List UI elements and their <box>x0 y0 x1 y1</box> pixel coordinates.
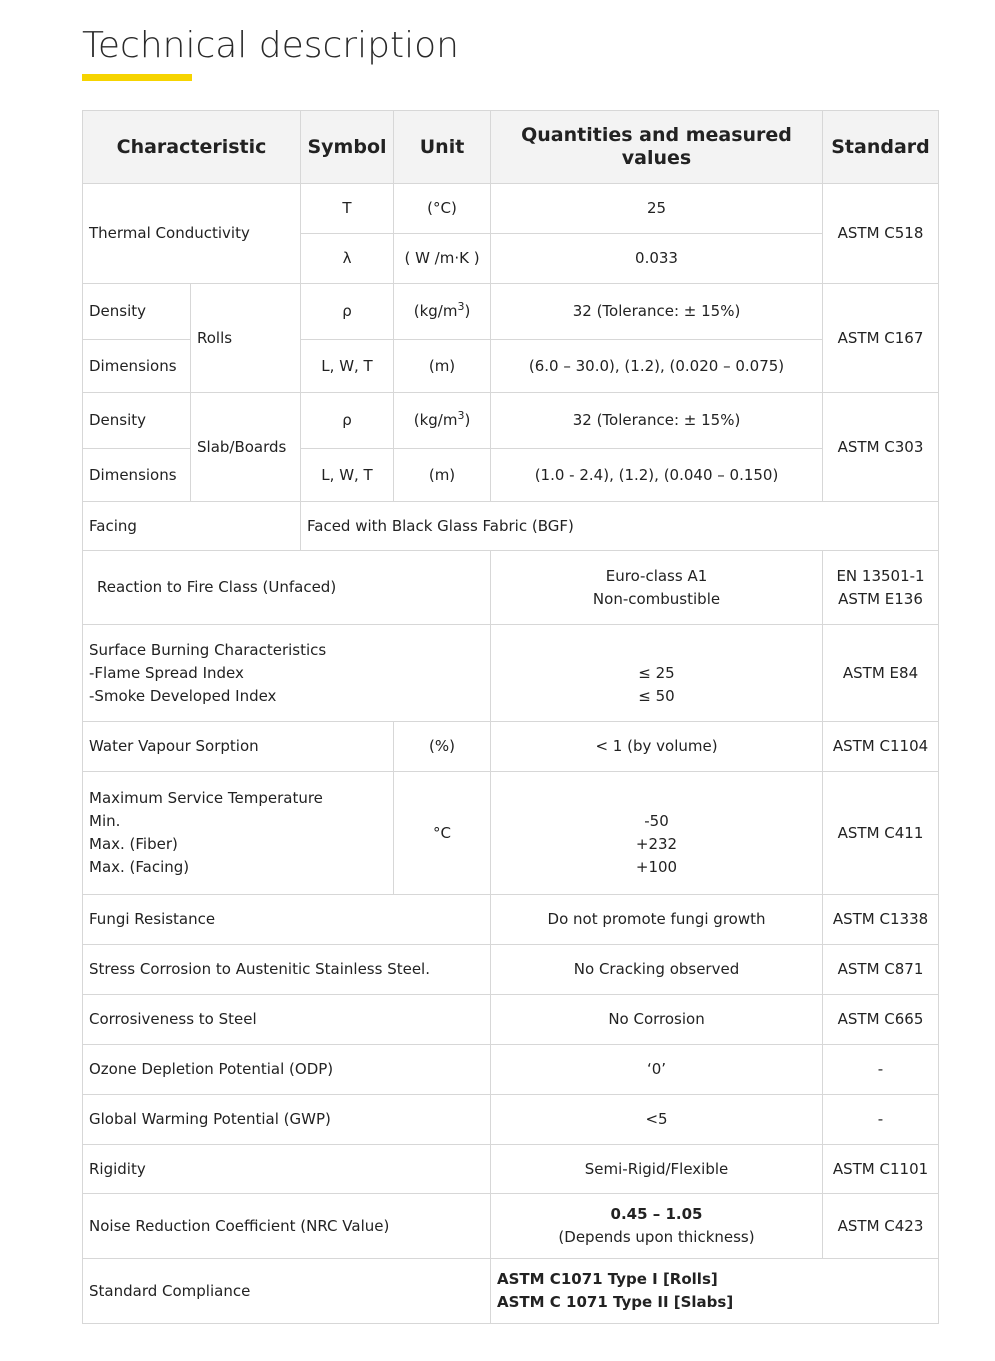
table-row <box>83 393 939 449</box>
slabs-dimensions-unit: (m) <box>394 449 491 502</box>
fungi-label: Fungi Resistance <box>83 895 491 945</box>
gwp-standard: - <box>823 1095 939 1145</box>
fire-standard <box>823 551 939 625</box>
compliance-label: Standard Compliance <box>83 1259 491 1324</box>
nrc-label: Noise Reduction Coefficient (NRC Value) <box>83 1194 491 1259</box>
rolls-density-unit <box>394 284 491 340</box>
service-temp-standard: ASTM C411 <box>823 772 939 895</box>
table-row <box>83 722 939 772</box>
header-characteristic: Characteristic <box>83 111 301 184</box>
surface-burning-label-line2: -Flame Spread Index <box>89 663 244 682</box>
odp-value: ‘0’ <box>491 1045 823 1095</box>
fire-value-line2: Non-combustible <box>592 589 721 608</box>
slabs-density-symbol: ρ <box>301 393 394 449</box>
rolls-dimensions-value: (6.0 – 30.0), (1.2), (0.020 – 0.075) <box>491 340 823 393</box>
thermal-symbol-lambda: λ <box>301 234 394 284</box>
gwp-label: Global Warming Potential (GWP) <box>83 1095 491 1145</box>
slabs-dimensions-label: Dimensions <box>83 449 191 502</box>
header-standard: Standard <box>823 111 939 184</box>
rolls-group-label: Rolls <box>191 284 301 393</box>
nrc-standard: ASTM C423 <box>823 1194 939 1259</box>
table-header-row <box>83 111 939 184</box>
service-temp-value <box>491 772 823 895</box>
fire-value-line1: Euro-class A1 <box>605 566 708 585</box>
technical-spec-table <box>82 110 939 1324</box>
surface-burning-standard: ASTM E84 <box>823 625 939 722</box>
service-temp-value-line1: -50 <box>644 812 669 830</box>
gwp-value: <5 <box>491 1095 823 1145</box>
slabs-density-value: 32 (Tolerance: ± 15%) <box>491 393 823 449</box>
table-row <box>83 284 939 340</box>
compliance-value-line1: ASTM C1071 Type I [Rolls] <box>497 1270 718 1288</box>
water-vapour-unit: (%) <box>394 722 491 772</box>
compliance-value-line2: ASTM C 1071 Type II [Slabs] <box>497 1293 734 1311</box>
slabs-dimensions-value: (1.0 - 2.4), (1.2), (0.040 – 0.150) <box>491 449 823 502</box>
thermal-value-t: 25 <box>491 184 823 234</box>
slabs-standard: ASTM C303 <box>823 393 939 502</box>
rolls-dimensions-symbol: L, W, T <box>301 340 394 393</box>
rolls-density-unit-end: ) <box>464 302 471 320</box>
thermal-label: Thermal Conductivity <box>83 184 301 284</box>
nrc-value <box>491 1194 823 1259</box>
rolls-density-label: Density <box>83 284 191 340</box>
slabs-dimensions-symbol: L, W, T <box>301 449 394 502</box>
header-symbol: Symbol <box>301 111 394 184</box>
rigidity-standard: ASTM C1101 <box>823 1145 939 1194</box>
facing-label: Facing <box>83 502 301 551</box>
page-title: Technical description <box>82 25 459 66</box>
slabs-density-unit-base: (kg/m <box>413 411 458 429</box>
surface-burning-value-line2: ≤ 50 <box>638 686 675 705</box>
rolls-density-symbol: ρ <box>301 284 394 340</box>
service-temp-label <box>83 772 394 895</box>
table-row <box>83 895 939 945</box>
corrosiveness-value: No Corrosion <box>491 995 823 1045</box>
thermal-unit-lambda: ( W /m·K ) <box>394 234 491 284</box>
rigidity-value: Semi-Rigid/Flexible <box>491 1145 823 1194</box>
rigidity-label: Rigidity <box>83 1145 491 1194</box>
title-underline <box>82 74 192 81</box>
water-vapour-label: Water Vapour Sorption <box>83 722 394 772</box>
nrc-value-range: 0.45 – 1.05 <box>610 1205 703 1223</box>
header-values: Quantities and measured values <box>491 111 823 184</box>
rolls-density-unit-base: (kg/m <box>413 302 458 320</box>
fire-standard-line1: EN 13501-1 <box>836 566 925 585</box>
rolls-dimensions-label: Dimensions <box>83 340 191 393</box>
table-row <box>83 1194 939 1259</box>
table-row <box>83 502 939 551</box>
surface-burning-label-line3: -Smoke Developed Index <box>89 686 277 705</box>
service-temp-value-line3: +100 <box>635 858 678 876</box>
water-vapour-value: < 1 (by volume) <box>491 722 823 772</box>
table-row <box>83 551 939 625</box>
fire-value <box>491 551 823 625</box>
compliance-value <box>491 1259 939 1324</box>
service-temp-label-line1: Maximum Service Temperature <box>89 789 323 807</box>
surface-burning-value-line1: ≤ 25 <box>638 663 675 682</box>
table-row <box>83 1145 939 1194</box>
table-row <box>83 1045 939 1095</box>
rolls-standard: ASTM C167 <box>823 284 939 393</box>
facing-value: Faced with Black Glass Fabric (BGF) <box>301 502 939 551</box>
service-temp-label-line2: Min. <box>89 812 121 830</box>
service-temp-label-line4: Max. (Facing) <box>89 858 190 876</box>
table-row <box>83 945 939 995</box>
odp-label: Ozone Depletion Potential (ODP) <box>83 1045 491 1095</box>
table-row <box>83 1095 939 1145</box>
service-temp-value-line2: +232 <box>635 835 678 853</box>
rolls-dimensions-unit: (m) <box>394 340 491 393</box>
service-temp-unit: °C <box>394 772 491 895</box>
slabs-density-unit <box>394 393 491 449</box>
table-row <box>83 995 939 1045</box>
thermal-standard: ASTM C518 <box>823 184 939 284</box>
rolls-density-unit-exp: 3 <box>457 300 465 313</box>
table-row <box>83 184 939 234</box>
table-row <box>83 625 939 722</box>
surface-burning-label <box>83 625 491 722</box>
thermal-value-lambda: 0.033 <box>491 234 823 284</box>
thermal-symbol-t: T <box>301 184 394 234</box>
table-row <box>83 772 939 895</box>
thermal-unit-t: (°C) <box>394 184 491 234</box>
slabs-density-label: Density <box>83 393 191 449</box>
corrosiveness-standard: ASTM C665 <box>823 995 939 1045</box>
surface-burning-value <box>491 625 823 722</box>
surface-burning-label-line1: Surface Burning Characteristics <box>89 640 327 659</box>
corrosiveness-label: Corrosiveness to Steel <box>83 995 491 1045</box>
stress-corrosion-standard: ASTM C871 <box>823 945 939 995</box>
fire-standard-line2: ASTM E136 <box>838 589 923 608</box>
odp-standard: - <box>823 1045 939 1095</box>
slabs-density-unit-exp: 3 <box>457 409 465 422</box>
stress-corrosion-label: Stress Corrosion to Austenitic Stainless Steel. <box>83 945 491 995</box>
header-unit: Unit <box>394 111 491 184</box>
slabs-group-label: Slab/Boards <box>191 393 301 502</box>
nrc-value-note: (Depends upon thickness) <box>558 1228 755 1246</box>
water-vapour-standard: ASTM C1104 <box>823 722 939 772</box>
fire-label: Reaction to Fire Class (Unfaced) <box>83 551 491 625</box>
service-temp-label-line3: Max. (Fiber) <box>89 835 178 853</box>
slabs-density-unit-end: ) <box>464 411 471 429</box>
rolls-density-value: 32 (Tolerance: ± 15%) <box>491 284 823 340</box>
fungi-standard: ASTM C1338 <box>823 895 939 945</box>
fungi-value: Do not promote fungi growth <box>491 895 823 945</box>
stress-corrosion-value: No Cracking observed <box>491 945 823 995</box>
table-row <box>83 1259 939 1324</box>
